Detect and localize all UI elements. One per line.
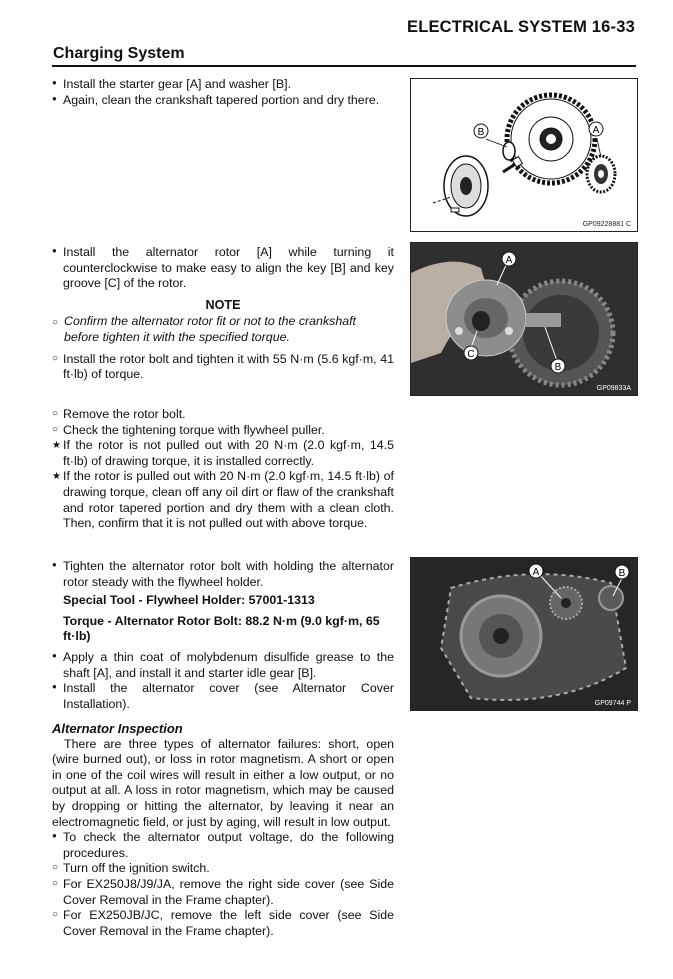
subsection-title: Alternator Inspection [52, 721, 183, 736]
section-title: Charging System [53, 45, 185, 62]
list-item: ★ If the rotor is not pulled out with 20 N·m (2.0 kgf·m, 14.5 ft·lb) of drawing torque, it is installed correctly. [52, 438, 394, 469]
list-item: ★ If the rotor is pulled out with 20 N·m (2.0 kgf·m, 14.5 ft·lb) of drawing torque, clean off any oil dirt or flaw of the crankshaft and rotor tapered portion and dry them with a clean cloth. Then, confirm that it is not pulled out with above torque. [52, 469, 394, 531]
list-item: ○ For EX250JB/JC, remove the left side cover (see Side Cover Removal in the Frame chapter). [52, 908, 394, 939]
list-item: ● Install the starter gear [A] and washer [B]. [52, 77, 394, 93]
note-heading: NOTE [205, 297, 241, 312]
label-b: B [554, 362, 562, 373]
label-b: B [477, 127, 485, 138]
block-starter-gear [52, 77, 394, 108]
list-item: ● Install the alternator cover (see Alternator Cover Installation). [52, 681, 394, 712]
list-item: ● Install the alternator rotor [A] while turning it counterclockwise to make easy to align the key [B] and key groove [C] of the rotor. [52, 245, 394, 292]
section-rule [52, 65, 636, 67]
rotor-photo-illustration [411, 243, 637, 395]
figure-code: GP09228881 C [582, 221, 631, 228]
inspection-paragraph: There are three types of alternator failures: short, open (wire burned out), or loss in rotor magnetism. A short or open in one of the coil wires will result in either a low output, or no output at all. A loss in rotor magnetism, which may be caused by dropping or hitting the alternator, by leaving it near an electromagnetic field, or just by aging, will result in low output. [52, 736, 394, 829]
label-c: C [467, 349, 475, 360]
note-text: ○ Confirm the alternator rotor fit or not to the crankshaft before tighten it with the specified torque. [52, 314, 394, 345]
list-item: ● Again, clean the crankshaft tapered portion and dry there. [52, 93, 394, 109]
torque-spec: Torque - Alternator Rotor Bolt: 88.2 N·m (9.0 kgf·m, 65 ft·lb) [63, 613, 380, 644]
block-rotor-tighten [52, 559, 394, 712]
figure-code: GP09833A [596, 385, 631, 392]
page-header-title: ELECTRICAL SYSTEM 16-33 [406, 18, 635, 36]
list-item: ○ Turn off the ignition switch. [52, 861, 394, 877]
figure-alternator-cover-photo [410, 557, 638, 711]
label-b: B [618, 568, 626, 579]
label-a: A [592, 125, 600, 136]
figure-rotor-install-photo [410, 242, 638, 396]
list-item: ● To check the alternator output voltage, do the following procedures. [52, 830, 394, 861]
figure-code: GP09744 P [594, 700, 631, 707]
list-item: ● Apply a thin coat of molybdenum disulfide grease to the shaft [A], and install it and starter idle gear [B]. [52, 650, 394, 681]
label-a: A [532, 567, 540, 578]
starter-gear-drawing [411, 79, 637, 231]
special-tool-spec: Special Tool - Flywheel Holder: 57001-1313 [63, 593, 315, 608]
label-a: A [505, 255, 513, 266]
engine-photo-illustration [411, 558, 637, 710]
list-item: ○ For EX250J8/J9/JA, remove the right side cover (see Side Cover Removal in the Frame chapter). [52, 877, 394, 908]
list-item: ○ Check the tightening torque with flywheel puller. [52, 423, 394, 439]
block-torque-check [52, 407, 394, 532]
list-item: ○ Remove the rotor bolt. [52, 407, 394, 423]
list-item: ● Tighten the alternator rotor bolt with holding the alternator rotor steady with the flywheel holder. [52, 559, 394, 590]
figure-starter-gear [410, 78, 638, 232]
block-rotor-install [52, 245, 394, 383]
alternator-inspection [52, 721, 394, 939]
list-item: ○ Install the rotor bolt and tighten it with 55 N·m (5.6 kgf·m, 41 ft·lb) of torque. [52, 352, 394, 383]
